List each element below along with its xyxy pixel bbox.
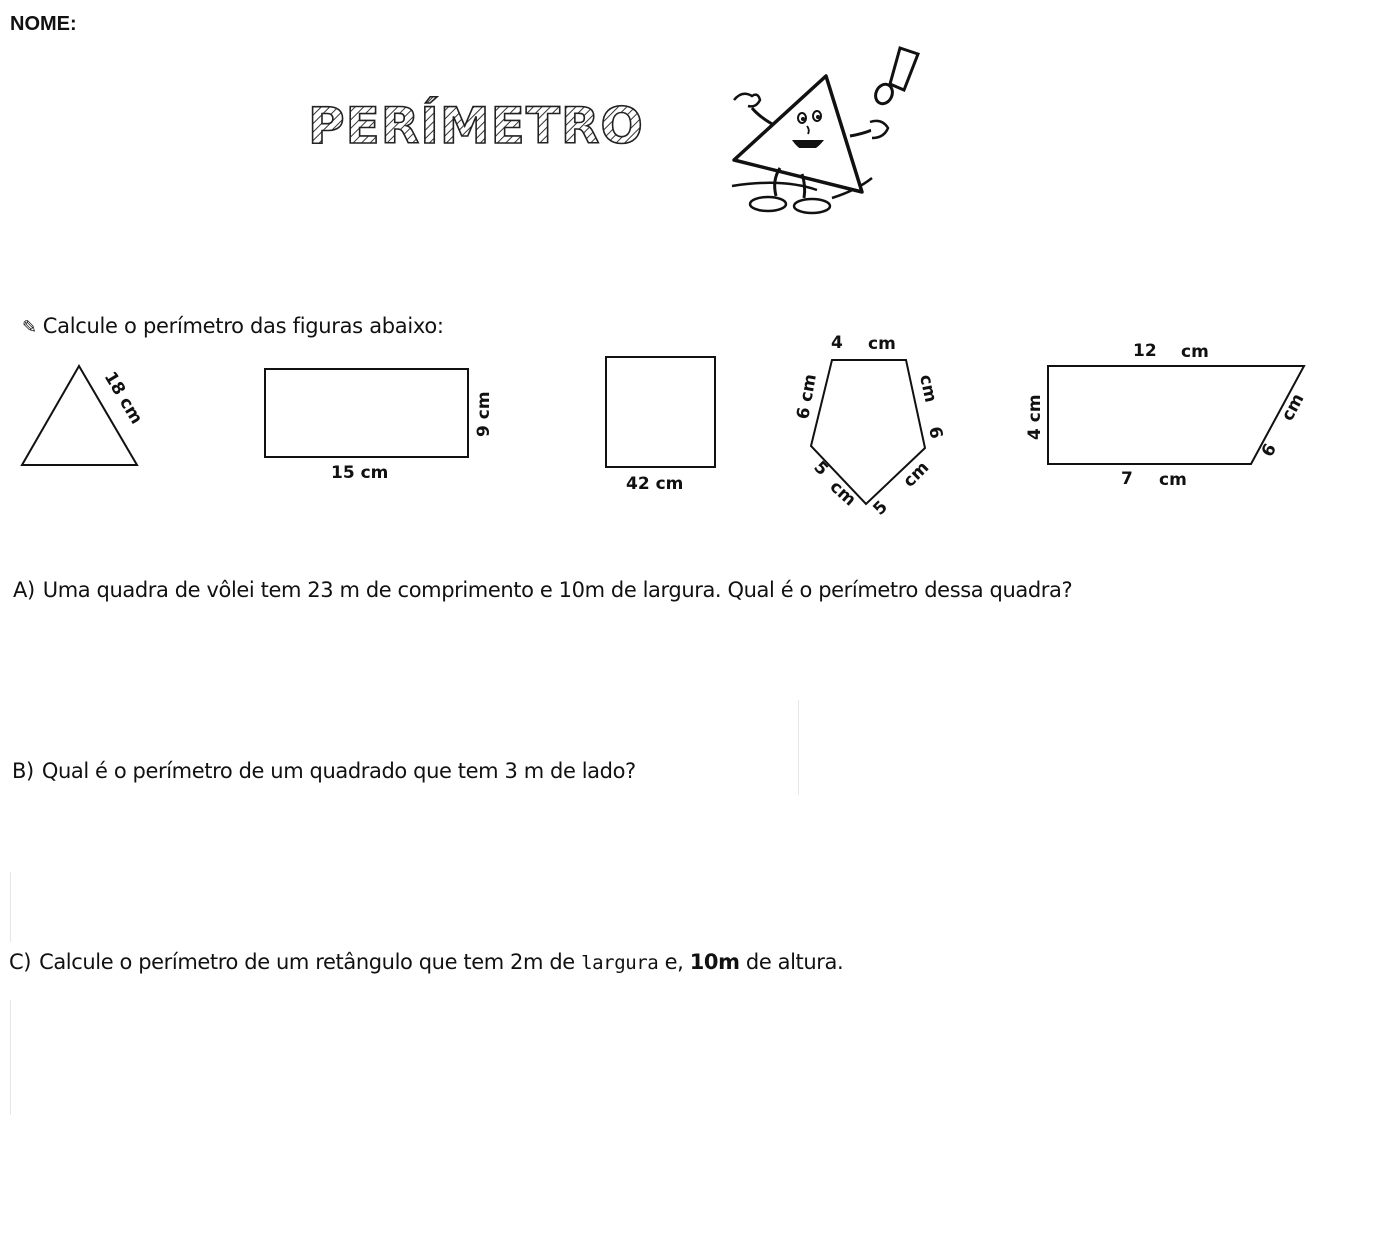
square-shape	[606, 357, 715, 467]
pentagon-figure	[793, 333, 946, 520]
question-a-text: Uma quadra de vôlei tem 23 m de comprimento e 10m de largura. Qual é o perímetro dessa quadra?	[42, 578, 1073, 602]
pentagon-bottom-right-unit: cm	[899, 457, 934, 492]
question-c-text-4: 10m	[689, 950, 740, 974]
pentagon-top-unit: cm	[868, 334, 896, 354]
trapezoid-bottom-num: 7	[1121, 469, 1133, 489]
pentagon-bottom-right-num: 5	[869, 497, 892, 520]
trapezoid-top-unit: cm	[1181, 342, 1209, 362]
trapezoid-left-label: 4 cm	[1025, 394, 1045, 440]
pentagon-top-num: 4	[831, 333, 843, 353]
instruction-text: Calcule o perímetro das figuras abaixo:	[42, 314, 444, 338]
pentagon-right-unit: cm	[915, 372, 941, 405]
pencil-icon: ✎	[22, 317, 37, 338]
scan-artifact	[10, 1000, 11, 1115]
triangle-mascot-icon	[722, 40, 942, 225]
pentagon-left-label: 6 cm	[793, 372, 821, 421]
question-a	[13, 578, 1072, 602]
trapezoid-right-unit: cm	[1277, 390, 1309, 425]
question-c-text-5: de altura.	[745, 950, 844, 974]
question-c-letter: C)	[9, 950, 32, 974]
question-a-letter: A)	[13, 578, 35, 602]
question-c-text-3: e,	[664, 950, 684, 974]
question-c	[9, 950, 843, 974]
triangle-figure	[22, 366, 146, 465]
question-c-text-2: largura	[581, 952, 659, 974]
square-side-label: 42 cm	[626, 474, 684, 494]
pentagon-bottom-left-unit: cm	[825, 476, 860, 511]
question-b	[12, 759, 636, 783]
triangle-side-label: 18 cm	[99, 368, 147, 428]
pentagon-bottom-left-num: 5	[809, 457, 832, 480]
pentagon-right-num: 6	[924, 424, 947, 441]
trapezoid-right-num: 6	[1257, 440, 1281, 461]
square-figure	[606, 357, 715, 494]
question-c-text-1: Calcule o perímetro de um retângulo que tem 2m de	[39, 950, 575, 974]
question-b-letter: B)	[12, 759, 34, 783]
scan-artifact	[10, 872, 11, 942]
rectangle-shape	[265, 369, 468, 457]
page-title: PERÍMETRO	[308, 97, 644, 155]
figures-panel	[0, 320, 1386, 530]
scan-artifact	[798, 700, 799, 795]
rectangle-height-label: 9 cm	[474, 391, 494, 437]
title-art	[300, 85, 670, 160]
rectangle-figure	[265, 369, 494, 483]
trapezoid-top-num: 12	[1133, 341, 1157, 361]
rectangle-width-label: 15 cm	[331, 463, 389, 483]
trapezoid-bottom-unit: cm	[1159, 470, 1187, 490]
trapezoid-figure	[1025, 341, 1308, 490]
name-label: NOME:	[10, 13, 77, 35]
question-b-text: Qual é o perímetro de um quadrado que tem 3 m de lado?	[41, 759, 636, 783]
